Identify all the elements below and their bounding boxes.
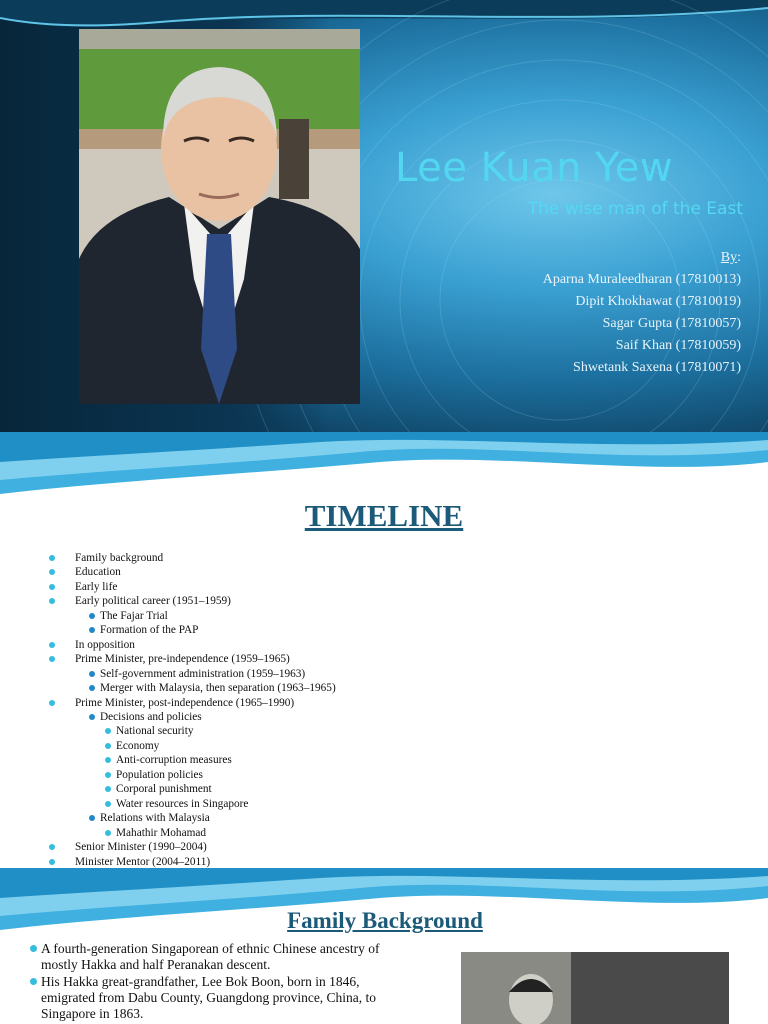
timeline-slide <box>0 432 768 868</box>
timeline-item: Mahathir Mohamad <box>60 826 336 840</box>
bullet-paragraph: A fourth-generation Singaporean of ethnic Chinese ancestry of mostly Hakka and half Peranakan descent. <box>30 941 410 973</box>
timeline-item: The Fajar Trial <box>60 609 336 623</box>
timeline-item: National security <box>60 724 336 738</box>
timeline-item: Merger with Malaysia, then separation (1963–1965) <box>60 681 336 695</box>
family-photo <box>461 952 729 1024</box>
slide-title: Family Background <box>287 908 483 933</box>
timeline-item: Minister Mentor (2004–2011) <box>60 855 336 868</box>
author-list <box>543 247 741 379</box>
timeline-item: Early life <box>60 580 336 594</box>
timeline-item: Economy <box>60 739 336 753</box>
title-slide <box>0 0 768 432</box>
author-name: Saif Khan (17810059) <box>615 338 741 353</box>
timeline-item: In opposition <box>60 638 336 652</box>
timeline-item: Water resources in Singapore <box>60 797 336 811</box>
timeline-item: Early political career (1951–1959) <box>60 594 336 608</box>
author-name: Shwetank Saxena (17810071) <box>573 360 741 375</box>
bullet-paragraph: His Hakka great-grandfather, Lee Bok Boon, born in 1846, emigrated from Dabu County, Guangdong province, China, to Singapore in 1863. <box>30 974 410 1022</box>
timeline-item: Relations with Malaysia <box>60 811 336 825</box>
timeline-item: Senior Minister (1990–2004) <box>60 840 336 854</box>
timeline-item: Anti-corruption measures <box>60 753 336 767</box>
timeline-list <box>60 551 336 868</box>
portrait-photo <box>79 29 360 404</box>
author-name: Dipit Khokhawat (17810019) <box>575 294 741 309</box>
timeline-item: Formation of the PAP <box>60 623 336 637</box>
author-name: Aparna Muraleedharan (17810013) <box>542 272 741 287</box>
slide-title: TIMELINE <box>304 498 464 533</box>
presentation-title: Lee Kuan Yew <box>395 145 674 191</box>
timeline-item: Decisions and policies <box>60 710 336 724</box>
family-text <box>30 941 410 1023</box>
author-name: Sagar Gupta (17810057) <box>602 316 741 331</box>
timeline-item: Prime Minister, pre-independence (1959–1965) <box>60 652 336 666</box>
timeline-item: Prime Minister, post-independence (1965–1990) <box>60 696 336 710</box>
timeline-item: Corporal punishment <box>60 782 336 796</box>
by-line: By: <box>720 250 741 265</box>
family-background-slide <box>0 868 768 1024</box>
timeline-item: Self-government administration (1959–1963) <box>60 667 336 681</box>
presentation-subtitle: The wise man of the East <box>527 199 743 219</box>
timeline-item: Education <box>60 565 336 579</box>
by-label: By <box>720 250 738 265</box>
wave-header-decoration <box>0 432 768 502</box>
timeline-item: Population policies <box>60 768 336 782</box>
timeline-item: Family background <box>60 551 336 565</box>
